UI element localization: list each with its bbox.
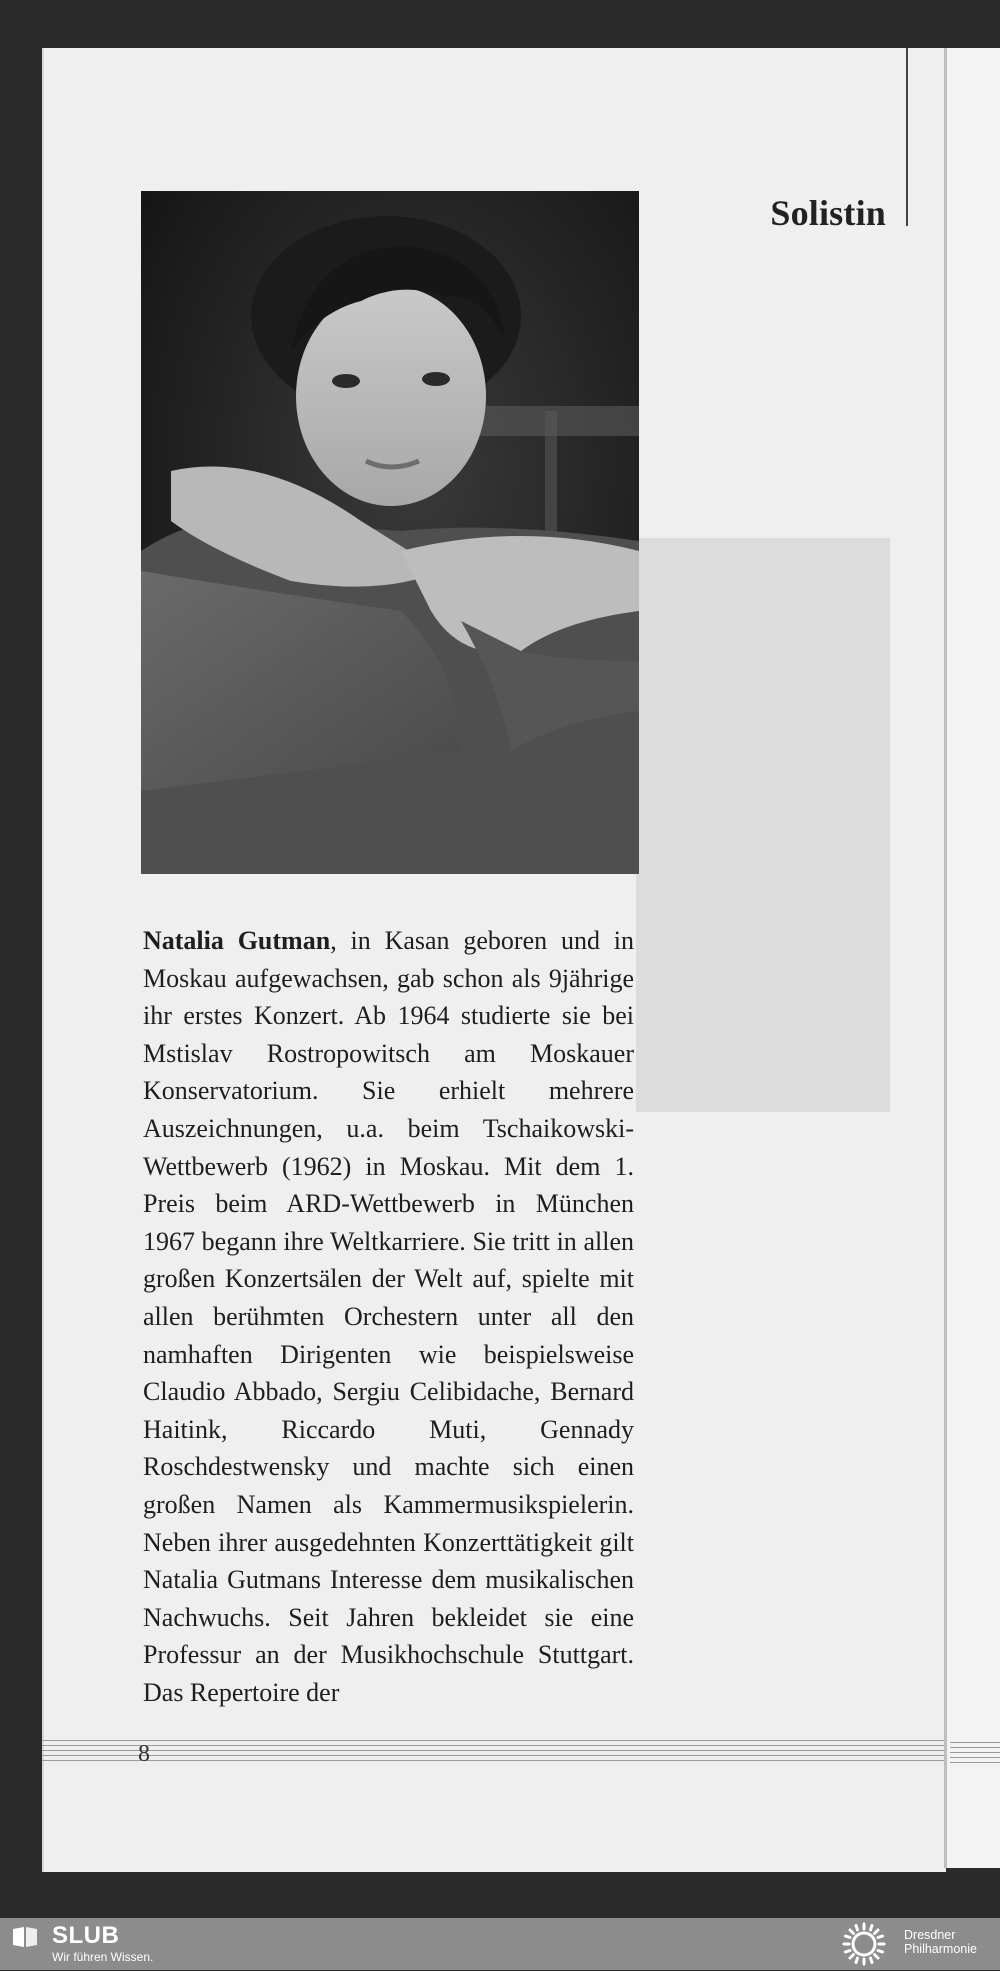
library-tagline: Wir führen Wissen. [52, 1950, 154, 1964]
page-number: 8 [138, 1741, 150, 1767]
partner-name[interactable] [904, 1928, 977, 1956]
viewer-footer-bar [0, 1918, 1000, 1970]
library-name[interactable]: SLUB [52, 1922, 120, 1949]
next-page-rules [950, 1742, 1000, 1772]
partner-name-line2: Philharmonie [904, 1942, 977, 1956]
section-heading: Solistin [770, 193, 886, 233]
book-icon[interactable] [12, 1926, 38, 1948]
partner-name-line1: Dresdner [904, 1928, 956, 1942]
footer-rules [42, 1738, 944, 1778]
next-page-edge [944, 48, 1000, 1868]
biography-text [143, 922, 634, 1711]
gray-panel [636, 538, 890, 1112]
biography-body: , in Kasan geboren und in Moskau aufgewachsen, gab schon als 9jährige ihr erstes Konzert. Ab 1964 studierte sie bei Mstislav Rostropowitsch am Moskauer Konservatorium. Sie erhielt mehrere Auszeichnungen, u.a. beim Tschaikowski-Wettbewerb (1962) in Moskau. Mit dem 1. Preis beim ARD-Wettbewerb in München 1967 begann ihre Weltkarriere. Sie tritt in allen großen Konzertsälen der Welt auf, spielte mit allen berühmten Orchestern unter all den namhaften Dirigenten wie beispielsweise Claudio Abbado, Sergiu Celibidache, Bernard Haitink, Riccardo Muti, Gennady Roschdestwensky und machte sich einen großen Namen als Kammermusikspielerin. Neben ihrer ausgedehnten Konzerttätigkeit gilt Natalia Gutmans Interesse dem musikalischen Nachwuchs. Seit Jahren bekleidet sie eine Professur an der Musikhochschule Stuttgart. Das Repertoire der [143, 926, 635, 1707]
artist-name: Natalia Gutman [143, 926, 331, 955]
portrait-photo [141, 191, 639, 874]
header-rule [906, 48, 908, 226]
sun-logo-icon[interactable] [842, 1922, 886, 1966]
